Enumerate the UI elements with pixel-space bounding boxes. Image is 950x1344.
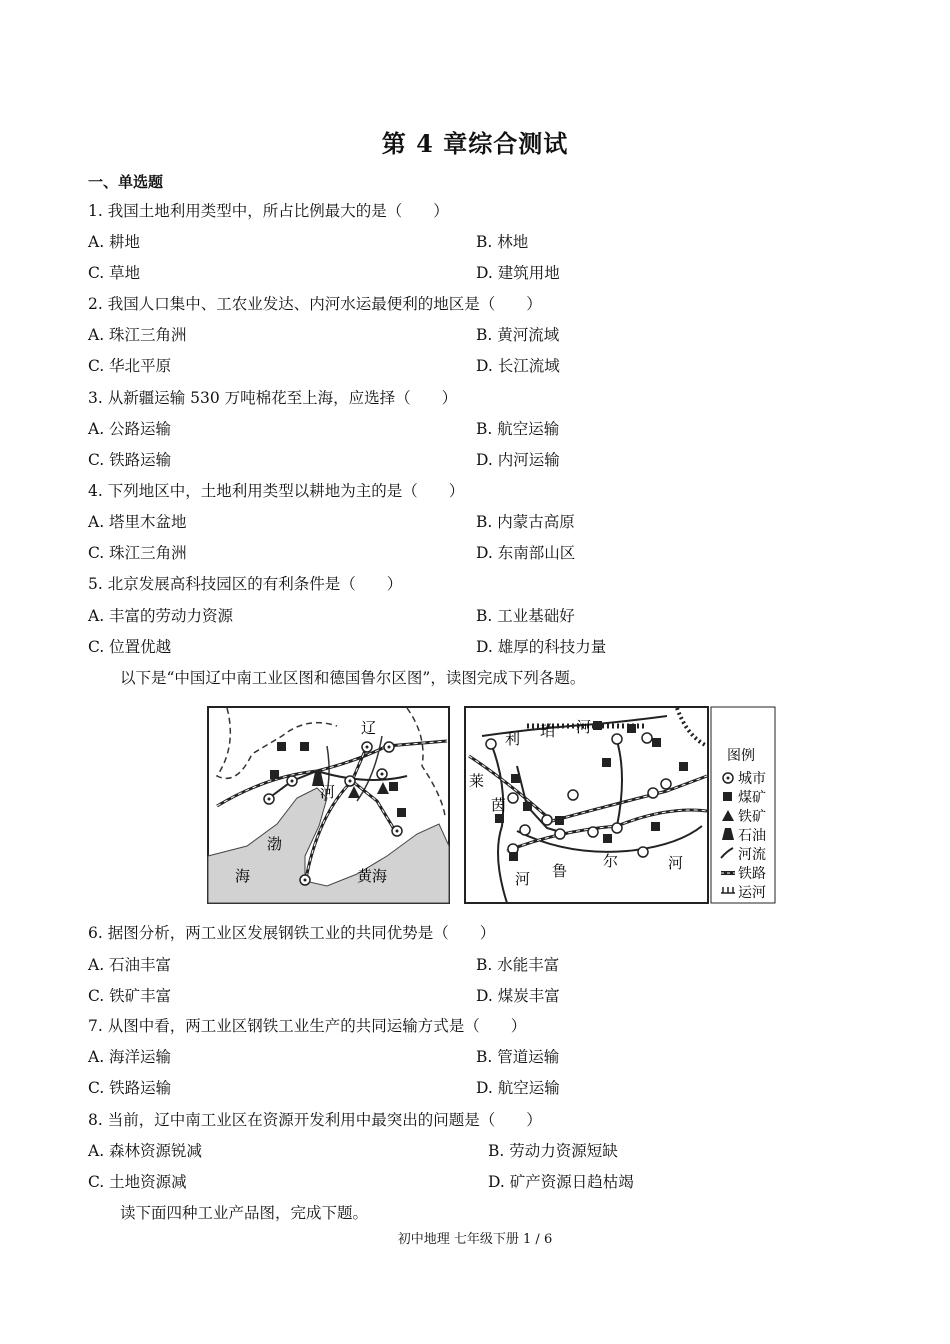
question-2-option-a[interactable]: A. 珠江三角洲 (88, 326, 187, 344)
question-3-option-d[interactable]: D. 内河运输 (476, 451, 560, 469)
question-8-option-c[interactable]: C. 土地资源减 (88, 1173, 187, 1191)
svg-text:河: 河 (576, 718, 592, 736)
question-1-option-a[interactable]: A. 耕地 (88, 233, 141, 251)
svg-text:图例: 图例 (727, 748, 755, 764)
question-7-option-c[interactable]: C. 铁路运输 (88, 1079, 172, 1097)
svg-text:河: 河 (668, 854, 684, 872)
svg-text:茵: 茵 (491, 796, 507, 814)
question-5-option-b[interactable]: B. 工业基础好 (476, 607, 575, 625)
question-8-option-d[interactable]: D. 矿产资源日趋枯竭 (488, 1173, 634, 1191)
question-4-option-d[interactable]: D. 东南部山区 (476, 544, 576, 562)
legend-coal-icon (723, 792, 732, 801)
question-2-option-c[interactable]: C. 华北平原 (88, 357, 172, 375)
question-6-option-d[interactable]: D. 煤炭丰富 (476, 987, 560, 1005)
svg-text:黄海: 黄海 (357, 867, 388, 885)
svg-text:莱: 莱 (469, 772, 485, 790)
question-8-option-b[interactable]: B. 劳动力资源短缺 (488, 1142, 618, 1160)
question-7-stem: 7. 从图中看，两工业区钢铁工业生产的共同运输方式是（ ） (88, 1017, 527, 1035)
page-title: 第 4 章综合测试 (381, 129, 569, 158)
map-legend (711, 707, 775, 903)
question-4-option-a[interactable]: A. 塔里木盆地 (88, 513, 187, 531)
svg-text:河: 河 (515, 870, 531, 888)
svg-text:海: 海 (235, 867, 251, 885)
svg-text:辽: 辽 (361, 719, 377, 737)
question-3-option-b[interactable]: B. 航空运输 (476, 420, 560, 438)
question-1-option-c[interactable]: C. 草地 (88, 264, 141, 282)
svg-text:城市: 城市 (738, 771, 766, 787)
svg-text:河流: 河流 (738, 847, 766, 863)
question-8-stem: 8. 当前，辽中南工业区在资源开发利用中最突出的问题是（ ） (88, 1111, 542, 1129)
question-5-option-a[interactable]: A. 丰富的劳动力资源 (88, 607, 234, 625)
page-footer: 初中地理 七年级下册 1 / 6 (397, 1232, 553, 1247)
question-4-stem: 4. 下列地区中，土地利用类型以耕地为主的是（ ） (88, 482, 465, 500)
products-intro: 读下面四种工业产品图，完成下题。 (120, 1204, 369, 1222)
question-6-option-a[interactable]: A. 石油丰富 (88, 956, 172, 974)
question-7-option-d[interactable]: D. 航空运输 (476, 1079, 560, 1097)
question-5-option-c[interactable]: C. 位置优越 (88, 638, 172, 656)
question-7-option-b[interactable]: B. 管道运输 (476, 1048, 560, 1066)
question-3-stem: 3. 从新疆运输 530 万吨棉花至上海，应选择（ ） (88, 389, 458, 407)
question-4-option-c[interactable]: C. 珠江三角洲 (88, 544, 187, 562)
question-1-stem: 1. 我国土地利用类型中，所占比例最大的是（ ） (88, 202, 449, 220)
question-6-option-c[interactable]: C. 铁矿丰富 (88, 987, 172, 1005)
question-2-option-b[interactable]: B. 黄河流域 (476, 326, 560, 344)
question-8-option-a[interactable]: A. 森林资源锐减 (88, 1142, 203, 1160)
svg-text:煤矿: 煤矿 (738, 790, 766, 806)
question-6-option-b[interactable]: B. 水能丰富 (476, 956, 560, 974)
question-7-option-a[interactable]: A. 海洋运输 (88, 1048, 172, 1066)
question-3-option-c[interactable]: C. 铁路运输 (88, 451, 172, 469)
section-heading: 一、单选题 (88, 173, 164, 191)
question-2-option-d[interactable]: D. 长江流域 (476, 357, 560, 375)
svg-text:石油: 石油 (738, 828, 766, 844)
question-6-stem: 6. 据图分析，两工业区发展钢铁工业的共同优势是（ ） (88, 924, 496, 942)
svg-text:珀: 珀 (540, 722, 556, 740)
svg-text:利: 利 (505, 730, 521, 748)
question-2-stem: 2. 我国人口集中、工农业发达、内河水运最便利的地区是（ ） (88, 295, 542, 313)
svg-text:渤: 渤 (267, 835, 283, 853)
svg-text:河: 河 (320, 783, 336, 801)
question-5-option-d[interactable]: D. 雄厚的科技力量 (476, 638, 607, 656)
question-1-option-d[interactable]: D. 建筑用地 (476, 264, 560, 282)
question-1-option-b[interactable]: B. 林地 (476, 233, 529, 251)
question-3-option-a[interactable]: A. 公路运输 (88, 420, 172, 438)
svg-text:铁路: 铁路 (738, 866, 766, 882)
industrial-region-map (207, 706, 777, 906)
liaozhongnan-map (208, 707, 449, 903)
legend-canal-icon (721, 887, 735, 893)
question-4-option-b[interactable]: B. 内蒙古高原 (476, 513, 575, 531)
ruhr-map (465, 707, 708, 903)
question-5-stem: 5. 北京发展高科技园区的有利条件是（ ） (88, 575, 403, 593)
svg-text:尔: 尔 (603, 852, 619, 870)
map-intro: 以下是“中国辽中南工业区图和德国鲁尔区图”，读图完成下列各题。 (120, 669, 586, 687)
svg-text:鲁: 鲁 (552, 862, 568, 880)
svg-text:运河: 运河 (738, 885, 766, 901)
svg-text:铁矿: 铁矿 (738, 809, 766, 825)
